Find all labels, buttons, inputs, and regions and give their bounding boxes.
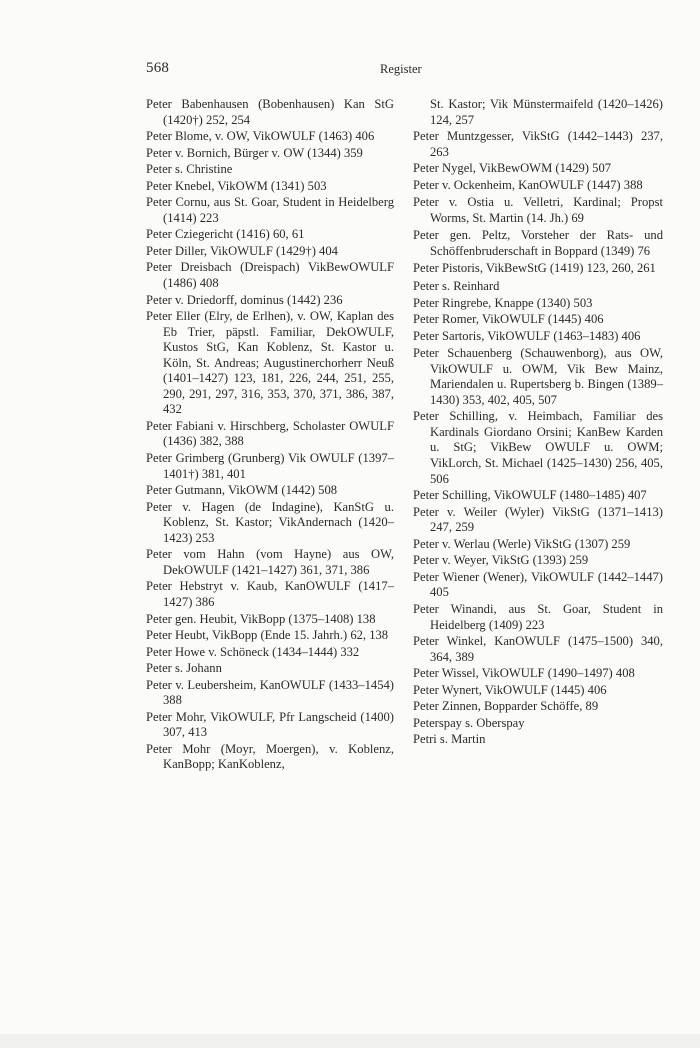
register-entry: Peter s. Christine (146, 162, 233, 177)
register-entry: Petri s. Martin (413, 732, 486, 747)
register-entry: Peter Nygel, VikBewOWM (1429) 507 (413, 161, 612, 176)
register-entry: Peter Hebstryt v. Kaub, KanOWULF (1417–1427) 386 (146, 579, 394, 609)
register-entry: Peter v. Werlau (Werle) VikStG (1307) 259 (413, 536, 631, 551)
register-entry: Peter Wiener (Wener), VikOWULF (1442–1447) 405 (413, 569, 663, 600)
register-entry: Peter Fabiani v. Hirschberg, Scholaster OWULF (1436) 382, 388 (146, 418, 394, 449)
register-entry: Peter Schilling, v. Heimbach, Familiar des Kardinals Giordano Orsini; KanBew Karden u. StG; VikBew OWULF u. OWM; VikLorch, St. Michael (1425–1430) 256, 405, 506 (413, 409, 663, 486)
register-entry: Peterspay s. Oberspay (413, 715, 525, 730)
register-entry-continued: St. Kastor; Vik Münstermaifeld (1420–1426) 124, 257 (430, 97, 663, 127)
register-entry: Peter v. Leubersheim, KanOWULF (1433–1454) 388 (146, 677, 394, 708)
register-entry: Peter Mohr (Moyr, Moergen), v. Koblenz, KanBopp; KanKoblenz, (146, 741, 394, 772)
register-entry: Peter Grimberg (Grunberg) Vik OWULF (1397–1401†) 381, 401 (146, 451, 394, 481)
register-entry: Peter Knebel, VikOWM (1341) 503 (146, 178, 327, 193)
register-entry: Peter Wissel, VikOWULF (1490–1497) 408 (413, 666, 635, 681)
register-entry: Peter Babenhausen (Bobenhausen) Kan StG (1420†) 252, 254 (146, 97, 394, 127)
register-entry: Peter Howe v. Schöneck (1434–1444) 332 (146, 644, 360, 659)
register-entry: Peter Romer, VikOWULF (1445) 406 (413, 312, 604, 327)
register-entry: Peter Muntzgesser, VikStG (1442–1443) 237, 263 (413, 129, 663, 159)
register-entry: Peter vom Hahn (vom Hayne) aus OW, DekOWULF (1421–1427) 361, 371, 386 (146, 547, 394, 577)
register-entry: Peter v. Weyer, VikStG (1393) 259 (413, 553, 589, 568)
register-entry: Peter Cornu, aus St. Goar, Student in Heidelberg (1414) 223 (146, 195, 394, 225)
register-entry: Peter Schauenberg (Schauwenborg), aus OW, VikOWULF u. OWM, Vik Bew Mainz, Mariendalen u. Rupertsberg b. Bingen (1389–1430) 353, 402, 405, 507 (413, 346, 663, 407)
register-entry: Peter v. Weiler (Wyler) VikStG (1371–1413) 247, 259 (413, 504, 663, 535)
register-entry: Peter Heubt, VikBopp (Ende 15. Jahrh.) 62, 138 (146, 628, 389, 643)
register-entry: Peter Winkel, KanOWULF (1475–1500) 340, 364, 389 (413, 634, 663, 664)
register-entry: Peter v. Hagen (de Indagine), KanStG u. Koblenz, St. Kastor; VikAndernach (1420–1423) 253 (146, 499, 394, 545)
register-entry: Peter Eller (Elry, de Erlhen), v. OW, Kaplan des Eb Trier, päpstl. Familiar, DekOWULF, Kustos StG, Kan Koblenz, St. Kastor u. Köln, St. Andreas; Augustinerchorherr Neuß (1401–1427) 123, 181, 226, 244, 251, 255, 290, 291, 297, 316, 353, 370, 371, 386, 387, 432 (146, 309, 394, 417)
register-entry: Peter Mohr, VikOWULF, Pfr Langscheid (1400) 307, 413 (146, 709, 394, 740)
register-entry: Peter s. Johann (146, 661, 222, 676)
page-number: 568 (146, 60, 170, 76)
register-column-right (413, 97, 663, 749)
register-entry: Peter gen. Heubit, VikBopp (1375–1408) 138 (146, 611, 376, 626)
register-entry: Peter Winandi, aus St. Goar, Student in Heidelberg (1409) 223 (413, 601, 663, 632)
register-entry: Peter Ringrebe, Knappe (1340) 503 (413, 295, 593, 310)
register-entry: Peter Gutmann, VikOWM (1442) 508 (146, 483, 338, 498)
page-bottom-edge (0, 1034, 700, 1048)
register-entry: Peter v. Driedorff, dominus (1442) 236 (146, 292, 343, 307)
register-entry: Peter v. Ockenheim, KanOWULF (1447) 388 (413, 177, 643, 192)
register-entry: Peter Sartoris, VikOWULF (1463–1483) 406 (413, 328, 641, 343)
register-entry: Peter v. Bornich, Bürger v. OW (1344) 359 (146, 145, 363, 160)
register-entry: Peter Dreisbach (Dreispach) VikBewOWULF (1486) 408 (146, 260, 394, 291)
register-entry: Peter Schilling, VikOWULF (1480–1485) 407 (413, 488, 647, 503)
register-column-left (146, 97, 394, 774)
register-entry: Peter Diller, VikOWULF (1429†) 404 (146, 243, 338, 258)
register-entry: Peter s. Reinhard (413, 279, 500, 294)
register-entry: Peter Blome, v. OW, VikOWULF (1463) 406 (146, 129, 375, 144)
running-head: Register (380, 62, 422, 76)
register-entry: Peter Cziegericht (1416) 60, 61 (146, 227, 305, 242)
register-entry: Peter Zinnen, Bopparder Schöffe, 89 (413, 699, 599, 714)
register-entry: Peter Pistoris, VikBewStG (1419) 123, 260, 261 (413, 261, 656, 276)
register-entry: Peter gen. Peltz, Vorsteher der Rats- und Schöffenbruderschaft in Boppard (1349) 76 (413, 228, 663, 258)
register-entry: Peter Wynert, VikOWULF (1445) 406 (413, 682, 607, 697)
register-entry: Peter v. Ostia u. Velletri, Kardinal; Propst Worms, St. Martin (14. Jh.) 69 (413, 195, 663, 225)
